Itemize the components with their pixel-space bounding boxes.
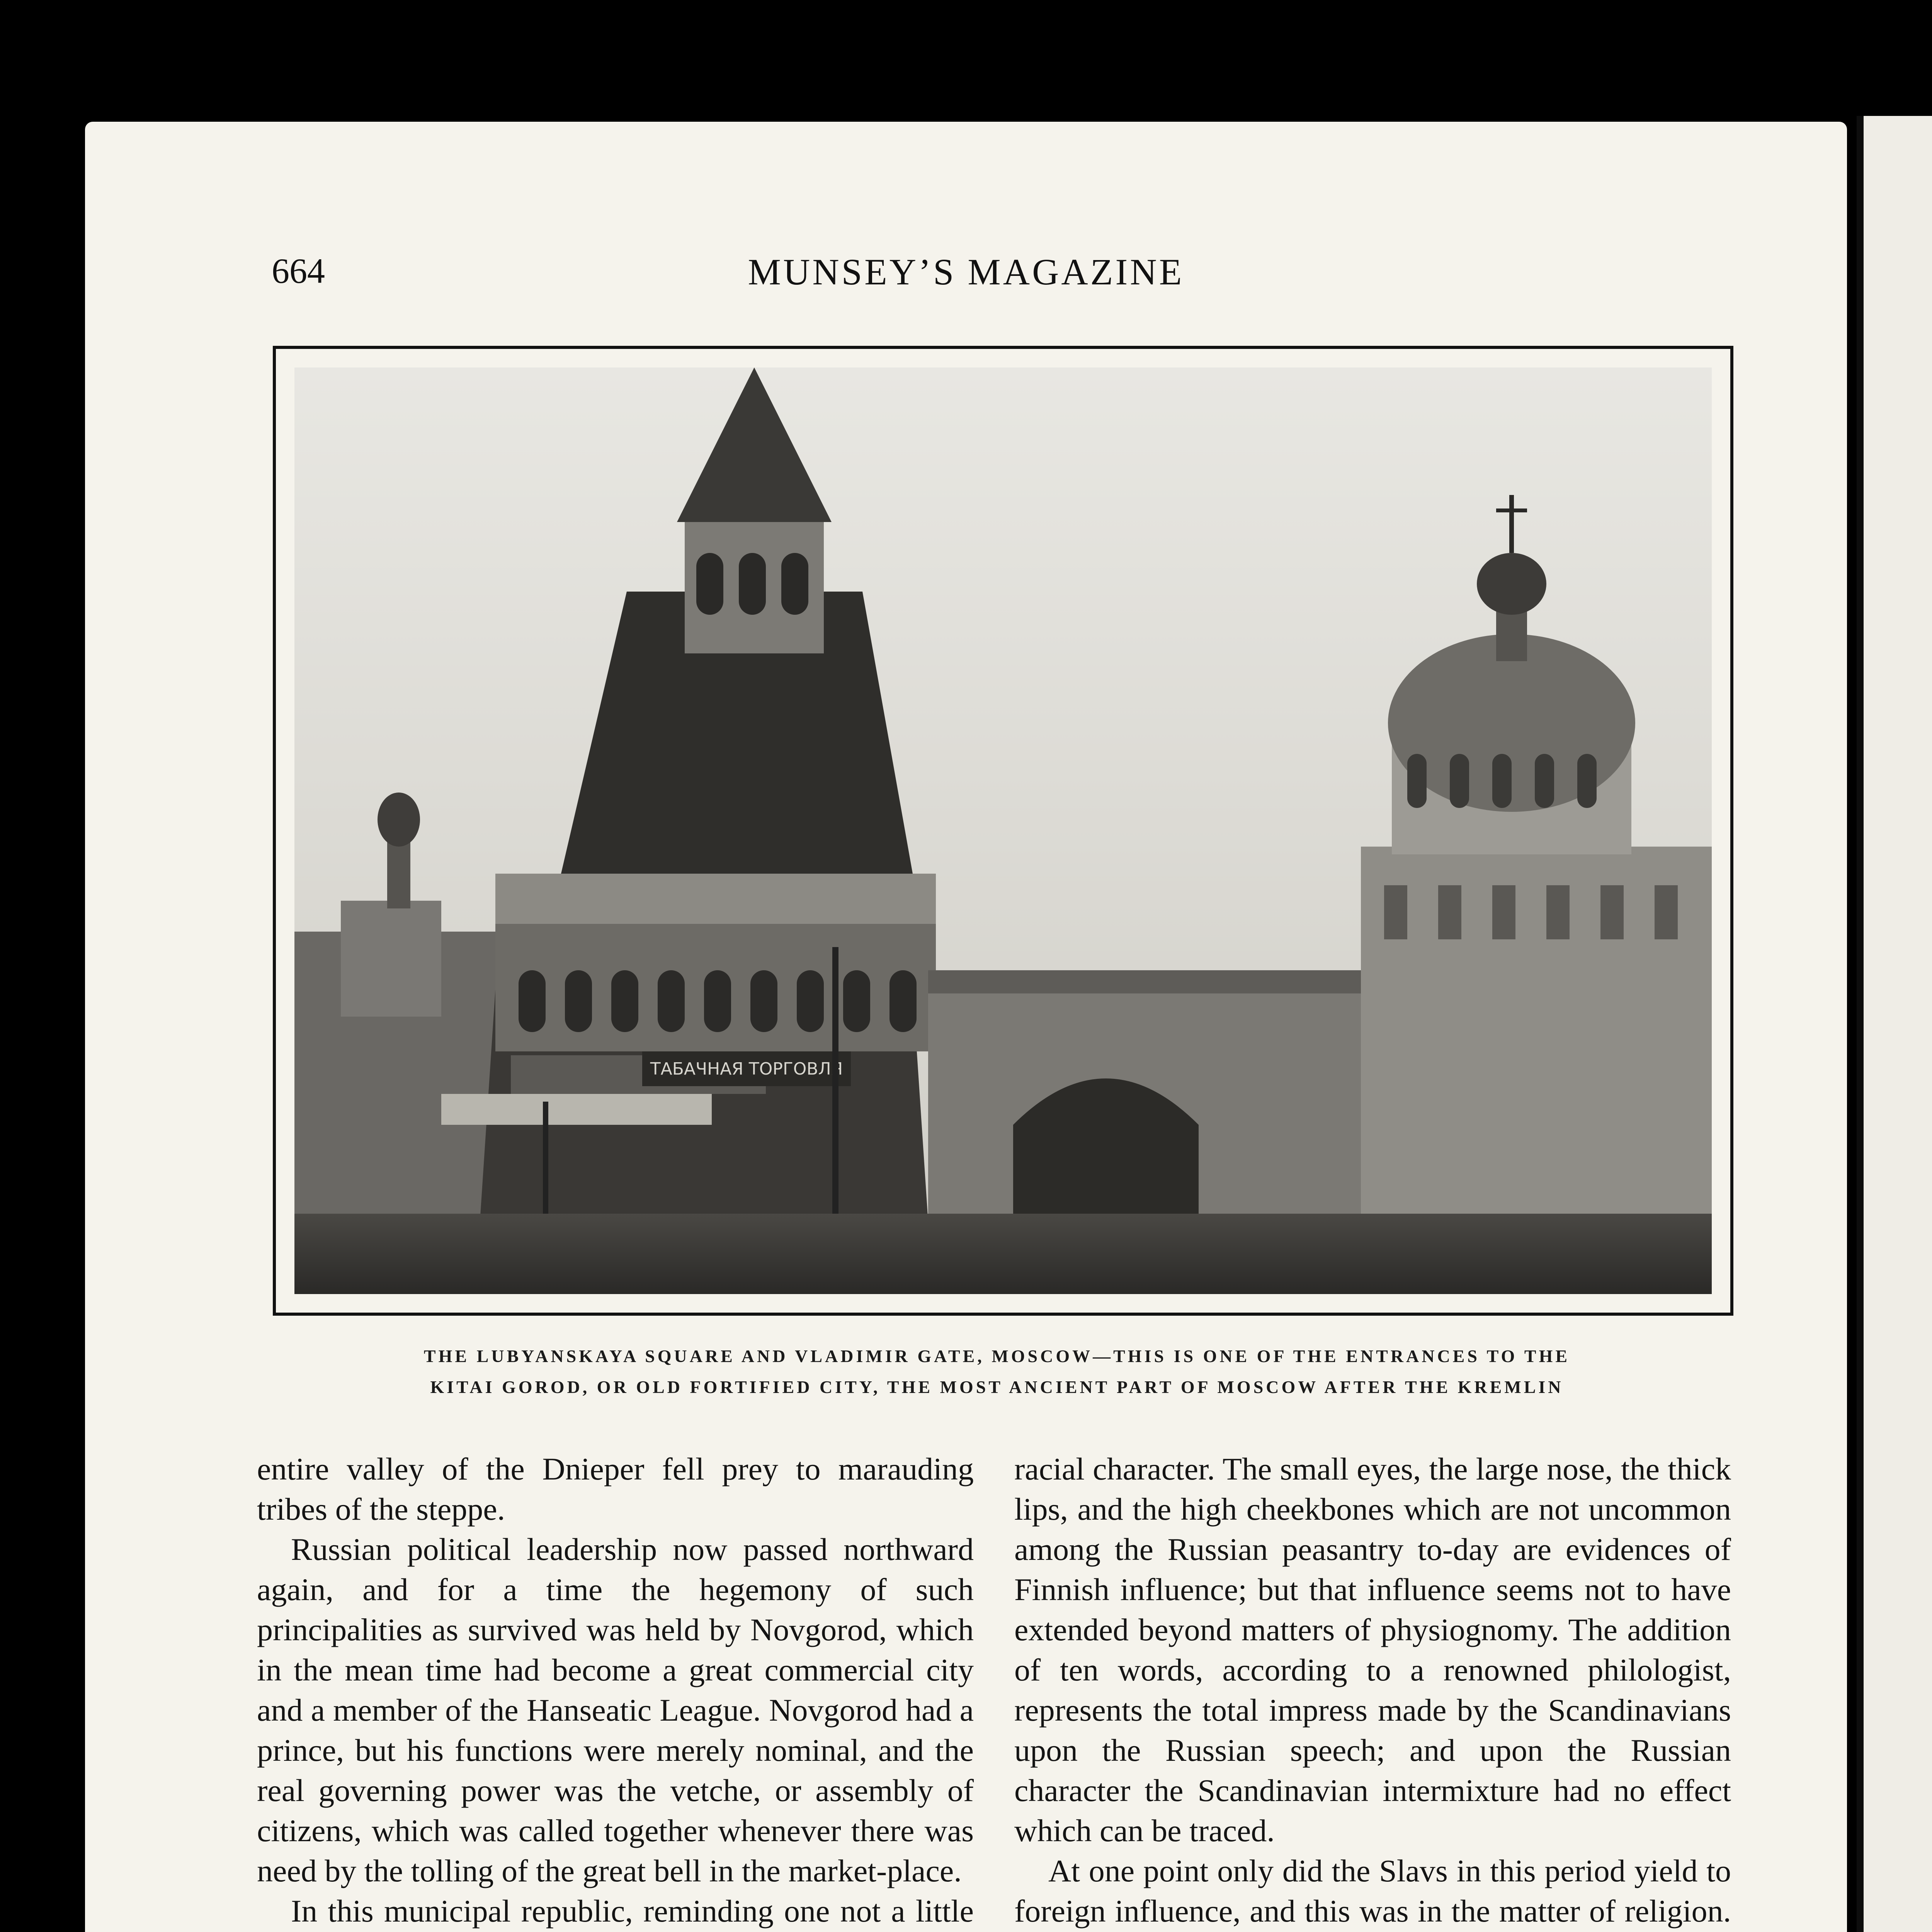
- paragraph: In this municipal republic, reminding one not a little: [291, 1893, 974, 1929]
- left-text-column: [257, 1449, 974, 1932]
- paragraph: entire valley of the Dnieper fell prey to marauding tribes of the steppe.: [257, 1451, 974, 1527]
- shop-sign: ТАБАЧНАЯ ТОРГОВЛЯ: [650, 1059, 843, 1079]
- right-text-column: [1014, 1449, 1731, 1932]
- caption-line-2: KITAI GOROD, OR OLD FORTIFIED CITY, THE MOST ANCIENT PART OF MOSCOW AFTER THE KREMLIN: [430, 1377, 1564, 1397]
- photo-illustration: [294, 367, 1712, 1294]
- adjacent-page-edge: [1857, 116, 1932, 1932]
- photo-caption: [270, 1341, 1723, 1403]
- paragraph: At one point only did the Slavs in this period yield to foreign influence, and this was in the matter of religion.: [1014, 1853, 1731, 1929]
- magazine-title: MUNSEY’S MAGAZINE: [748, 251, 1184, 293]
- paragraph: racial character. The small eyes, the large nose, the thick lips, and the high cheekbones which are not uncommon among the Russian peasantry to-day are evidences of Finnish influence; but that influence seems not to have extended beyond matters of physiognomy. The addition of ten words, according to a renowned philologist, represents the total impress made by the Scandinavians upon the Russian speech; and upon the Russian character the Scandinavian intermixture had no effect which can be traced.: [1014, 1451, 1731, 1848]
- photo-frame: [273, 346, 1733, 1316]
- caption-line-1: THE LUBYANSKAYA SQUARE AND VLADIMIR GATE, MOSCOW—THIS IS ONE OF THE ENTRANCES TO THE: [423, 1346, 1570, 1366]
- paragraph: Russian political leadership now passed northward again, and for a time the hegemony of such principalities as survived was held by Novgorod, which in the mean time had become a great commercial city and a member of the Hanseatic League. Novgorod had a prince, but his functions were merely nominal, and the real governing power was the vetche, or assembly of citizens, which was called together whenever there was need by the tolling of the great bell in the market-place.: [257, 1532, 974, 1888]
- page-number: 664: [272, 251, 325, 291]
- moscow-gate-photo: [294, 367, 1712, 1294]
